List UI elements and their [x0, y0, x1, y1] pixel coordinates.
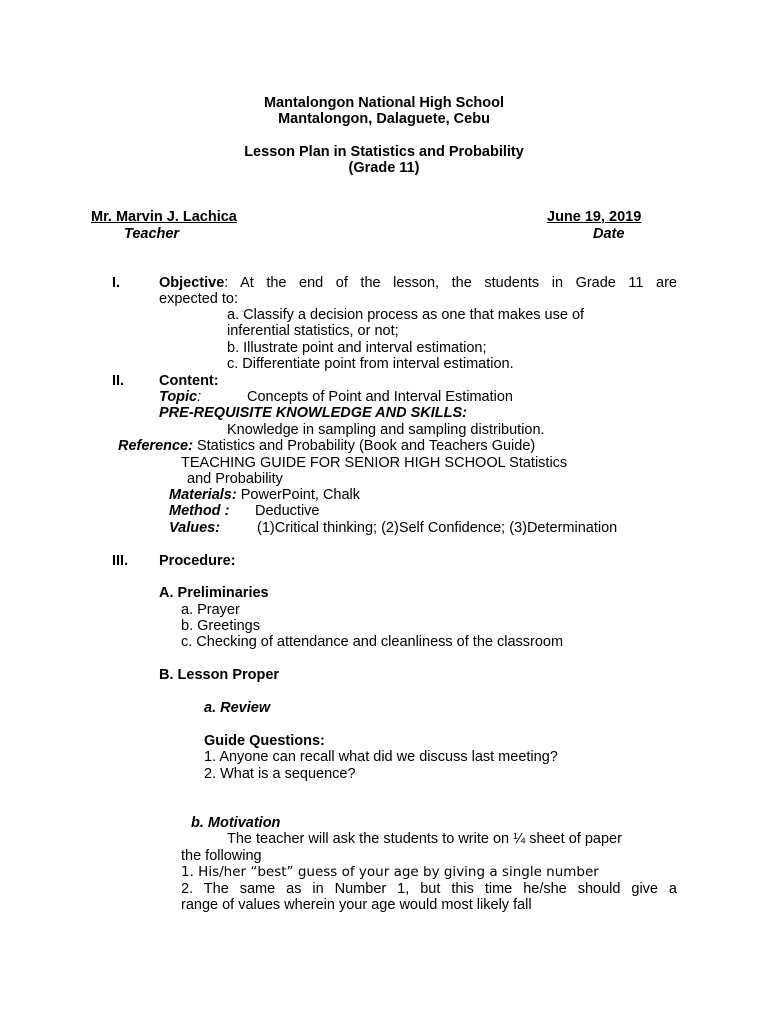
procedure-numeral: III.: [112, 553, 129, 569]
objective-item-b: b. Illustrate point and interval estimation;: [227, 340, 487, 356]
content-numeral: II.: [112, 373, 125, 389]
motivation-item-1: 1. His/her “best” guess of your age by giving a single number: [181, 864, 599, 880]
motivation-line1: The teacher will ask the students to write on ¼ sheet of paper: [227, 831, 622, 847]
preliminaries-label: A. Preliminaries: [159, 585, 269, 601]
guide-question-1: 1. Anyone can recall what did we discuss last meeting?: [204, 749, 558, 765]
method-label: Method :: [169, 503, 230, 519]
motivation-line2: the following: [181, 848, 262, 864]
prereq-label: PRE-REQUISITE KNOWLEDGE AND SKILLS:: [159, 405, 467, 421]
objective-item-a-cont: inferential statistics, or not;: [227, 323, 399, 339]
topic-value: Concepts of Point and Interval Estimation: [247, 389, 513, 405]
reference-value: Statistics and Probability (Book and Teachers Guide): [192, 438, 536, 454]
reference-line: [118, 438, 535, 454]
school-name: Mantalongon National High School: [263, 95, 505, 111]
objective-intro-text: : At the end of the lesson, the students in Grade 11 are: [224, 275, 677, 291]
procedure-label: Procedure:: [159, 553, 236, 569]
motivation-item-2-line2: range of values wherein your age would most likely fall: [181, 897, 532, 913]
guide-question-2: 2. What is a sequence?: [204, 766, 356, 782]
reference-line3: and Probability: [187, 471, 283, 487]
topic-label: Topic: [159, 389, 198, 405]
grade-level: (Grade 11): [348, 160, 420, 176]
document-title: Lesson Plan in Statistics and Probability: [244, 144, 524, 160]
preliminaries-item-attendance: c. Checking of attendance and cleanliness of the classroom: [181, 634, 564, 650]
content-label: Content:: [159, 373, 219, 389]
values-label: Values:: [169, 520, 221, 536]
reference-line2: TEACHING GUIDE FOR SENIOR HIGH SCHOOL Statistics: [181, 455, 568, 471]
objective-item-a: a. Classify a decision process as one that makes use of: [227, 307, 585, 323]
materials-value: PowerPoint, Chalk: [236, 487, 361, 503]
topic-line: [159, 389, 201, 405]
teacher-label: Teacher: [124, 226, 180, 242]
reference-label: Reference:: [118, 438, 193, 454]
review-label: a. Review: [204, 700, 271, 716]
guide-questions-label: Guide Questions:: [204, 733, 325, 749]
method-value: Deductive: [255, 503, 320, 519]
materials-line: [169, 487, 360, 503]
objective-numeral: I.: [112, 275, 121, 291]
preliminaries-item-prayer: a. Prayer: [181, 602, 240, 618]
preliminaries-item-greetings: b. Greetings: [181, 618, 260, 634]
objective-intro-line2: expected to:: [159, 291, 238, 307]
materials-label: Materials:: [169, 487, 237, 503]
objective-item-c: c. Differentiate point from interval estimation.: [227, 356, 514, 372]
date-value: June 19, 2019: [547, 209, 642, 225]
date-label: Date: [593, 226, 625, 242]
values-value: (1)Critical thinking; (2)Self Confidence; (3)Determination: [257, 520, 618, 536]
prereq-value: Knowledge in sampling and sampling distribution.: [227, 422, 545, 438]
objective-intro-line1: [159, 275, 677, 291]
motivation-item-2-line1: 2. The same as in Number 1, but this time he/she should give a: [181, 881, 677, 897]
school-address: Mantalongon, Dalaguete, Cebu: [278, 111, 490, 127]
lesson-proper-label: B. Lesson Proper: [159, 667, 280, 683]
motivation-label: b. Motivation: [191, 815, 281, 831]
teacher-name: Mr. Marvin J. Lachica: [91, 209, 237, 225]
objective-label: Objective: [159, 275, 225, 291]
topic-colon: :: [197, 389, 202, 405]
